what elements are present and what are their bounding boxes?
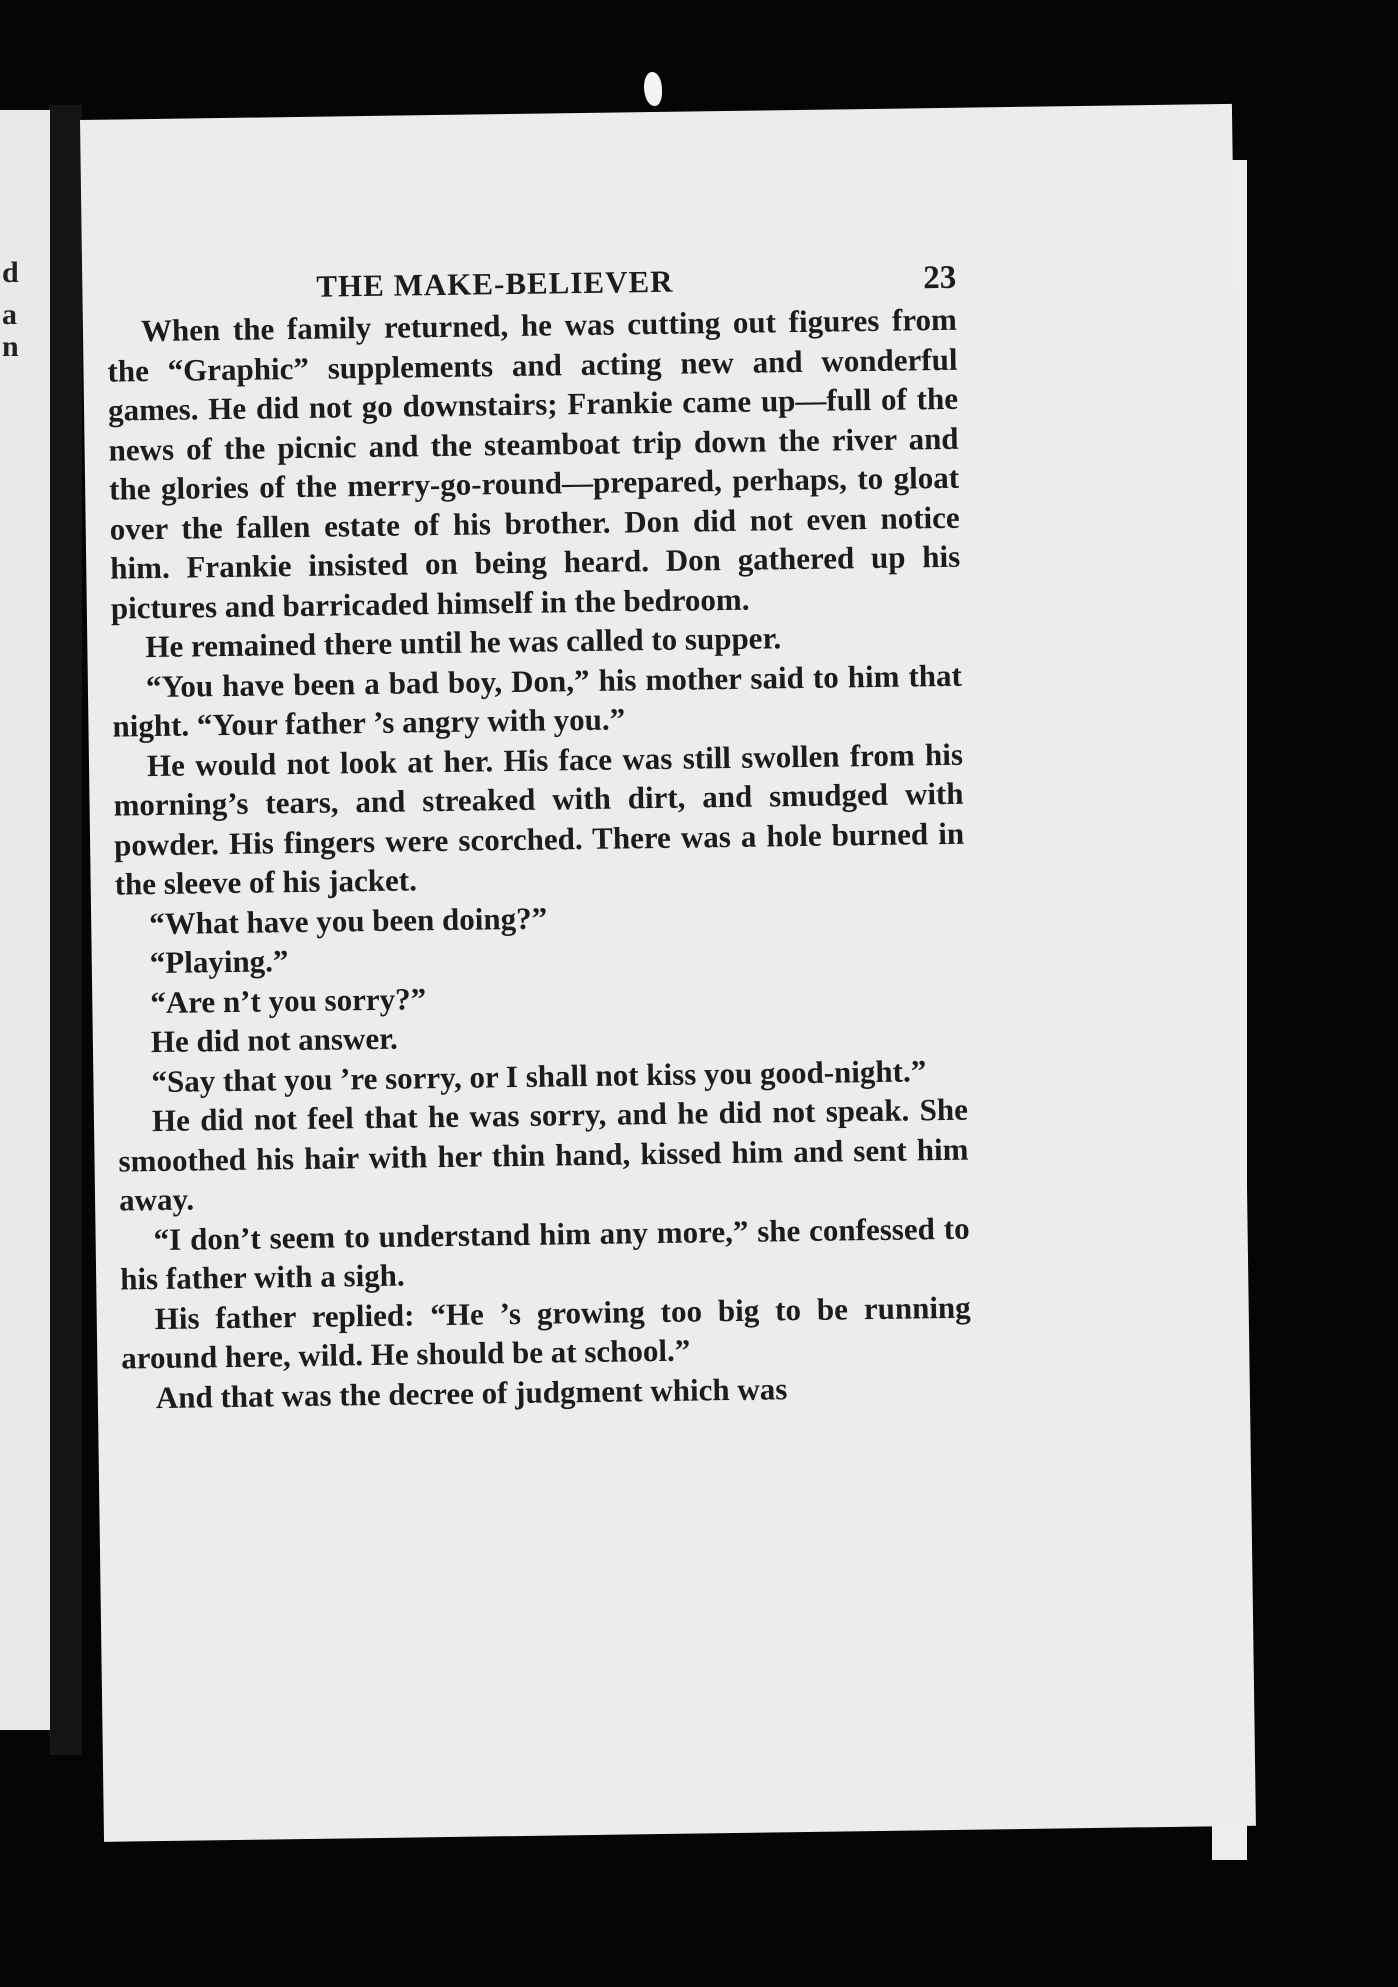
page-number: 23 — [923, 259, 957, 297]
paragraph: He did not answer. — [150, 1020, 399, 1060]
scan-artifact — [644, 72, 662, 106]
book-page — [80, 104, 1256, 1842]
facing-page-letter: a — [2, 298, 17, 331]
paragraph: “Say that you ’re sorry, or I shall not kiss you good-night.” — [151, 1052, 927, 1099]
paragraph: He did not feel that he was sorry, and he did not speak. She smoothed his hair with her thin hand, kissed him and sent him away. — [118, 1091, 969, 1218]
facing-page-edge — [0, 110, 50, 1730]
paragraph: “I don’t seem to understand him any more,” she confessed to his father with a sigh. — [119, 1210, 970, 1297]
paragraph: “Are n’t you sorry?” — [150, 980, 427, 1020]
paragraph: He would not look at her. His face was still swollen from his morning’s tears, and streaked with dirt, and smudged with powder. His fingers were scorched. There was a hole burned in the sleeve of his jacket. — [113, 736, 965, 902]
paragraph: “Playing.” — [149, 943, 289, 981]
paragraph: “You have been a bad boy, Don,” his mother said to him that night. “Your father ’s angry with you.” — [112, 657, 963, 744]
paragraph: He remained there until he was called to supper. — [145, 620, 782, 665]
page-content — [106, 258, 972, 1418]
paragraph: “What have you been doing?” — [148, 900, 548, 941]
facing-page-letter: n — [2, 330, 19, 363]
paragraph: And that was the decree of judgment which was — [155, 1370, 788, 1415]
paragraph: His father replied: “He ’s growing too big to be running around here, wild. He should be at school.” — [121, 1289, 971, 1376]
paragraph: When the family returned, he was cutting out figures from the “Graphic” supplements and acting new and wonderful games. He did not go downstairs; Frankie came up—full of the news of the picnic and the steamboat trip down the river and the glories of the merry-go-round—prepared, perhaps, to gloat over the fallen estate of his brother. Don did not even notice him. Frankie insisted on being heard. Don gathered up his pictures and barricaded himself in the bedroom. — [107, 301, 961, 626]
facing-page-letter: d — [2, 256, 19, 289]
book-spine — [50, 105, 82, 1755]
running-title: THE MAKE-BELIEVER — [316, 263, 674, 304]
